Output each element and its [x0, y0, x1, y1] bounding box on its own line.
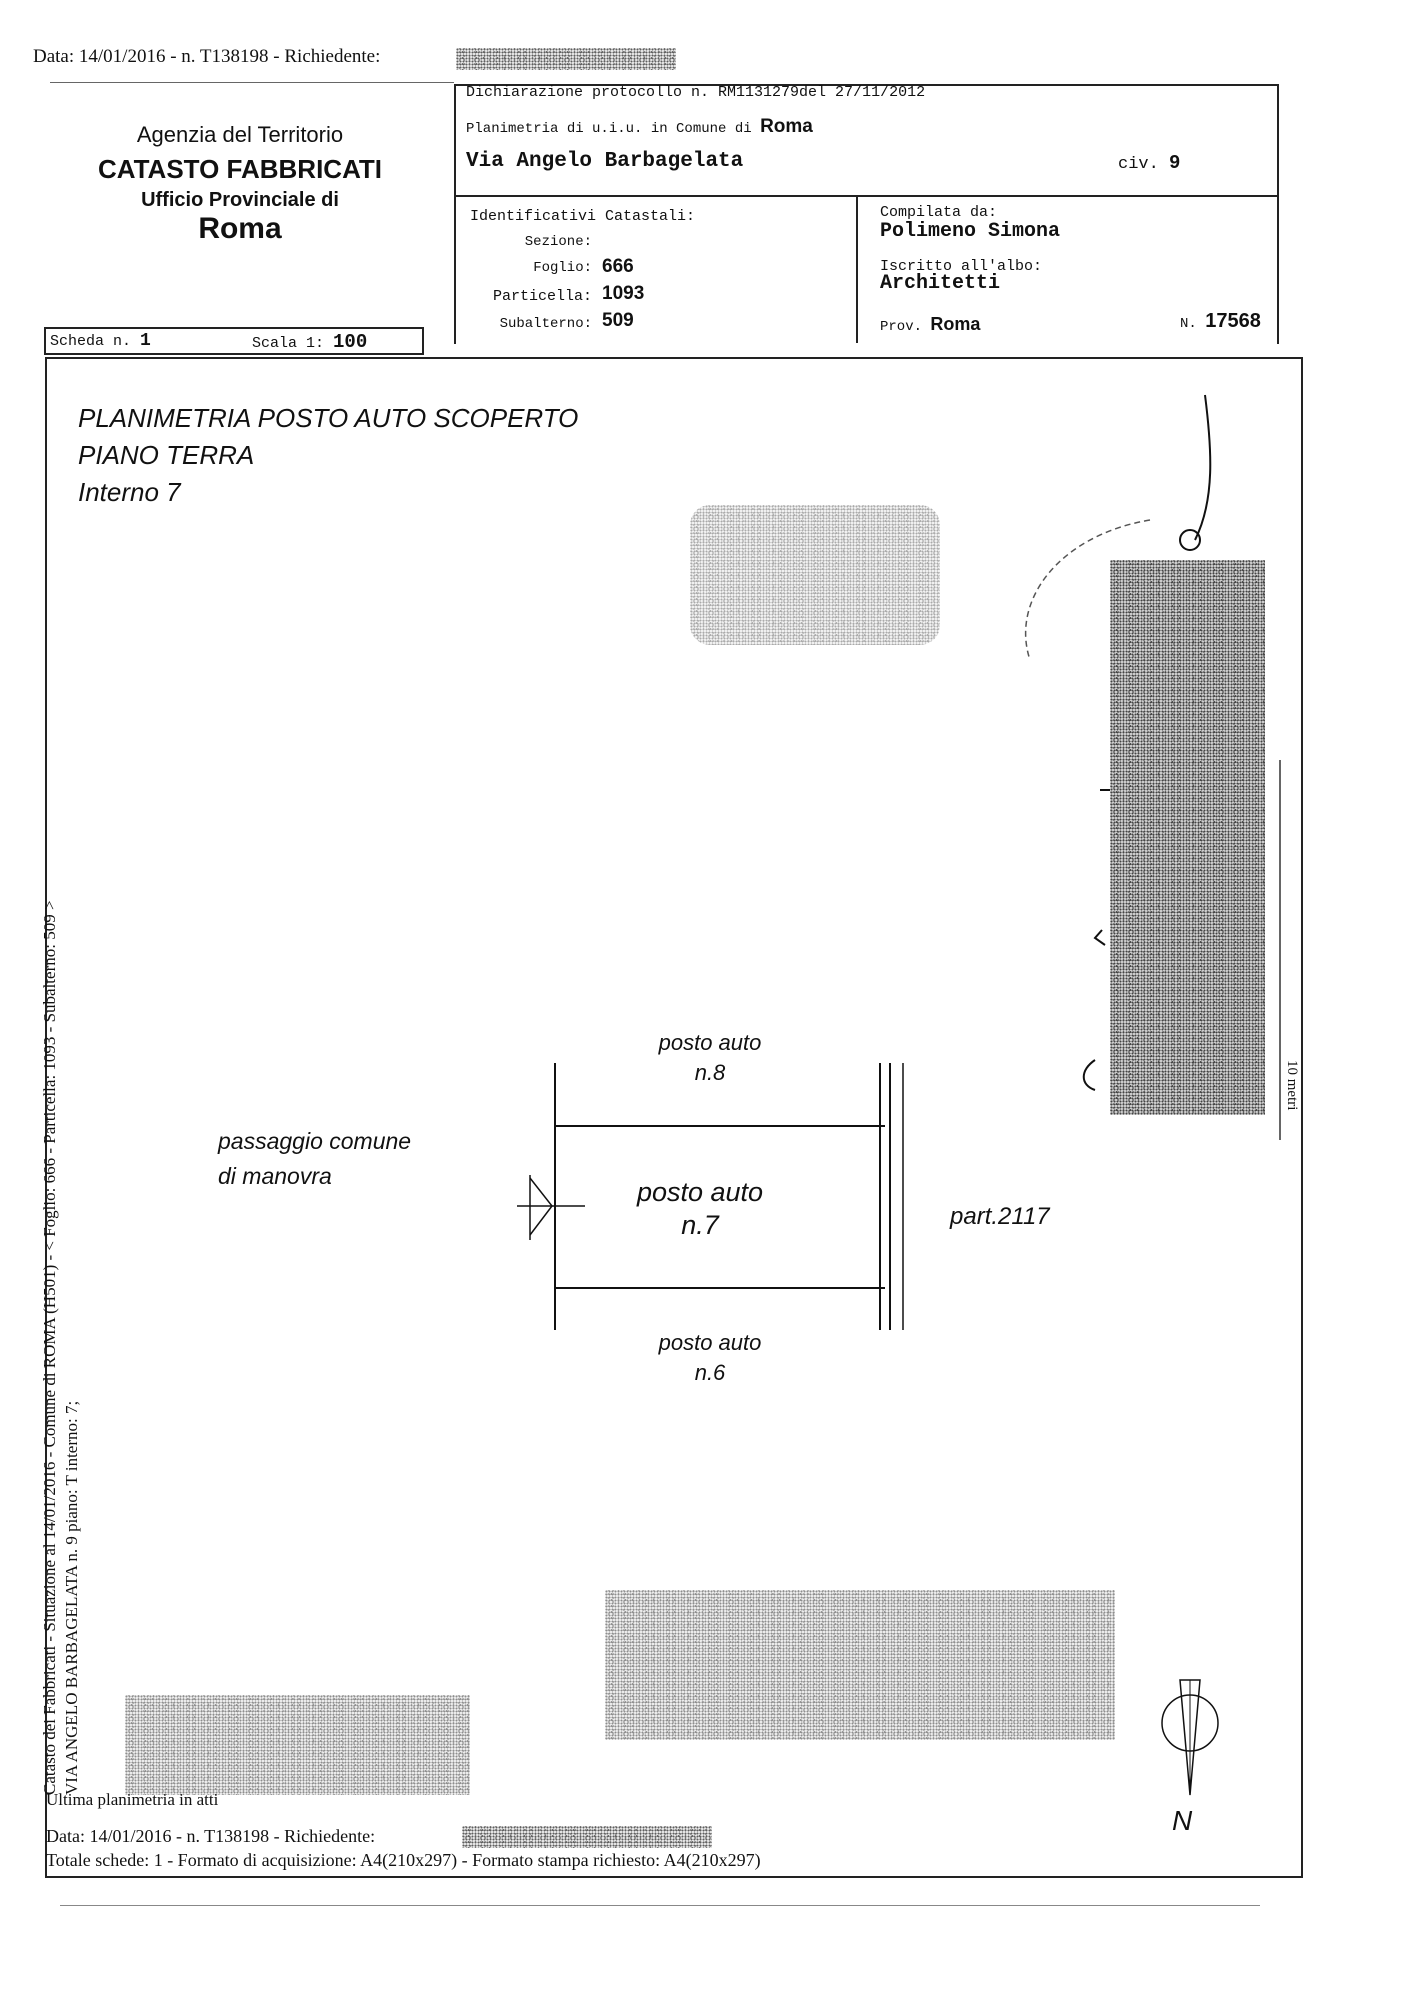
ultima-planimetria: Ultima planimetria in atti — [46, 1790, 219, 1809]
particella-label: Particella: — [492, 288, 592, 305]
civ-value: 9 — [1169, 152, 1181, 174]
prov-label: Prov. — [880, 319, 923, 335]
side-line-2: VIA ANGELO BARBAGELATA n. 9 piano: T interno: 7; — [62, 1400, 81, 1795]
foglio-value: 666 — [602, 256, 634, 277]
arrow-curve — [1195, 395, 1210, 540]
top-request-text: Data: 14/01/2016 - n. T138198 - Richiedente: — [33, 46, 381, 67]
posto-8-line2: n.8 — [694, 1060, 726, 1085]
plan-title: PLANIMETRIA POSTO AUTO SCOPERTO — [78, 403, 579, 433]
tick-mark-3 — [1084, 1060, 1095, 1090]
posto-8-label — [630, 1028, 790, 1088]
passaggio-line1: passaggio comune — [218, 1128, 412, 1154]
ufficio-label: Ufficio Provinciale di — [141, 189, 339, 211]
n-value: 17568 — [1205, 310, 1261, 332]
subalterno-value: 509 — [602, 310, 634, 331]
agency-name: Agenzia del Territorio — [136, 122, 344, 147]
sezione-label: Sezione: — [524, 234, 592, 250]
posto-7-line1: posto auto — [636, 1177, 764, 1207]
scala-label: Scala 1: — [252, 335, 325, 352]
tick-mark-2 — [1095, 930, 1105, 945]
arrow-loop — [1180, 530, 1200, 550]
particella-value: 1093 — [602, 283, 645, 304]
posto-7-label — [610, 1176, 790, 1242]
passaggio-label — [218, 1124, 411, 1194]
n-label: N. — [1180, 316, 1197, 332]
plan-floor: PIANO TERRA — [78, 440, 255, 470]
posto-6-line1: posto auto — [658, 1330, 762, 1355]
side-catasto-line — [40, 575, 60, 1795]
passaggio-line2: di manovra — [218, 1163, 332, 1189]
comune-value: Roma — [760, 116, 813, 137]
side-address-line — [62, 1401, 82, 1795]
declaration-text: Dichiarazione protocollo n. RM1131279del 27/11/2012 — [466, 84, 926, 101]
footer-bottom-line — [60, 1905, 1260, 1906]
side-line-1: Catasto dei Fabbricati - Situazione al 14/01/2016 - Comune di ROMA (H501) - < Foglio: 666 - Particella: 1093 - Subalterno: 509 > — [40, 900, 59, 1795]
footer-data-line: Data: 14/01/2016 - n. T138198 - Richiedente: — [46, 1826, 376, 1846]
iscritto-label: Iscritto all'albo: — [880, 258, 1043, 275]
scheda-label: Scheda n. — [50, 333, 132, 350]
posto-7-line2: n.7 — [681, 1210, 719, 1240]
civ-label: civ. — [1118, 155, 1159, 174]
address-value: Via Angelo Barbagelata — [466, 150, 744, 173]
compilata-value: Polimeno Simona — [880, 220, 1061, 243]
albo-value: Architetti — [880, 272, 1001, 295]
stamp-arc — [1026, 520, 1150, 660]
scheda-value: 1 — [140, 331, 151, 351]
planimetria-label: Planimetria di u.i.u. in Comune di — [466, 121, 752, 137]
subalterno-label: Subalterno: — [499, 316, 592, 332]
redacted-bottom-center — [605, 1590, 1115, 1740]
footer-totale-line: Totale schede: 1 - Formato di acquisizione: A4(210x297) - Formato stampa richiesto: A4(210x297) — [46, 1850, 761, 1870]
part-label: part.2117 — [950, 1203, 1050, 1230]
posto-6-label — [630, 1328, 790, 1388]
catasto-title: CATASTO FABBRICATI — [97, 154, 383, 184]
compilata-label: Compilata da: — [880, 204, 998, 221]
prov-value: Roma — [930, 314, 981, 334]
foglio-label: Foglio: — [533, 260, 592, 276]
identificativi-label: Identificativi Catastali: — [470, 208, 696, 225]
scala-value: 100 — [333, 331, 368, 353]
north-label: N — [1172, 1805, 1193, 1836]
redacted-footer-requester — [462, 1826, 712, 1848]
city-name: Roma — [198, 212, 282, 245]
plan-interno: Interno 7 — [78, 477, 181, 507]
redacted-bottom-left — [125, 1695, 470, 1795]
posto-8-line1: posto auto — [658, 1030, 762, 1055]
scale-note: 10 metri — [1284, 1060, 1300, 1111]
posto-6-line2: n.6 — [694, 1360, 726, 1385]
